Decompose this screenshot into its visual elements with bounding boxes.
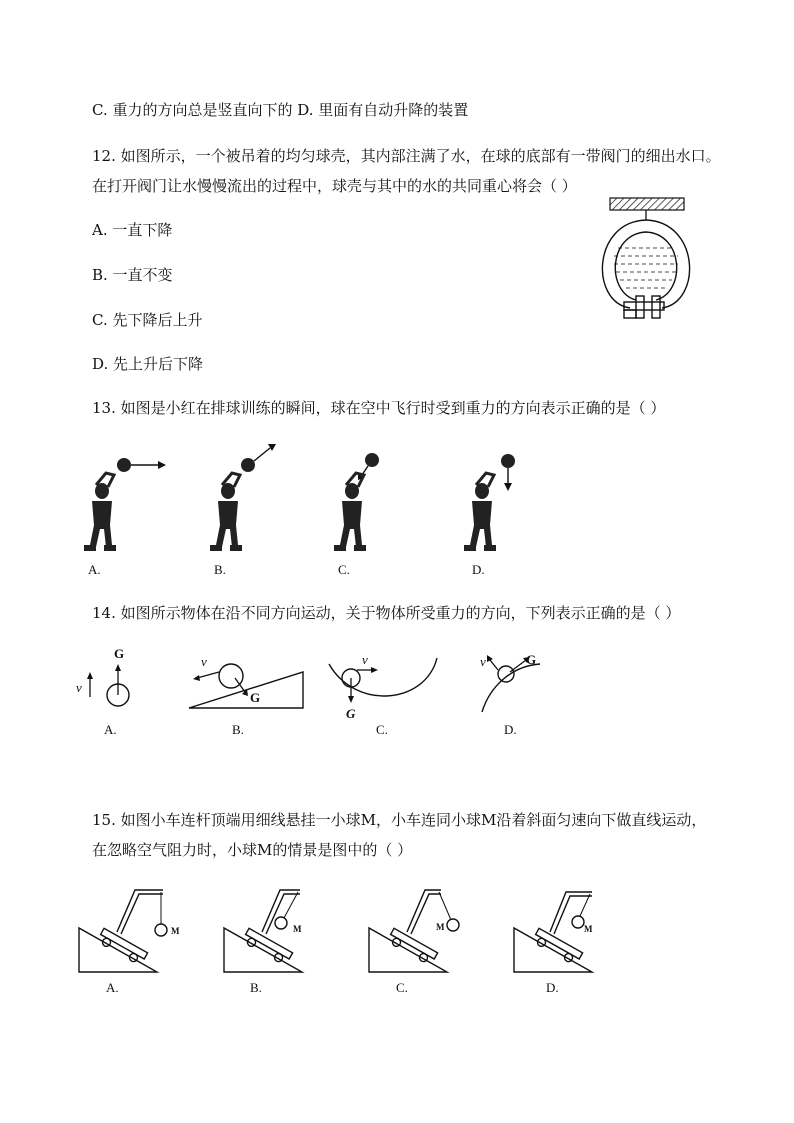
q15-stem-line2: 在忽略空气阻力时，小球M的情景是图中的（ ） bbox=[92, 841, 413, 859]
q11-options-cd: C. 重力的方向总是竖直向下的 D. 里面有自动升降的装置 bbox=[92, 101, 469, 119]
q14-d-v-label: v bbox=[480, 654, 486, 669]
q15-label-a: A. bbox=[106, 980, 119, 995]
q14-label-c: C. bbox=[376, 722, 388, 737]
q12-hanging-sphere-figure bbox=[580, 192, 690, 327]
q13-volleyball-figure-c bbox=[330, 445, 440, 560]
q13-volleyball-figure-a bbox=[78, 445, 188, 560]
q13-volleyball-figure-b bbox=[204, 440, 314, 560]
q15-cart-figure-a bbox=[75, 880, 185, 980]
q12-option-c: C. 先下降后上升 bbox=[92, 311, 203, 329]
q13-stem: 13. 如图是小红在排球训练的瞬间，球在空中飞行时受到重力的方向表示正确的是（ ） bbox=[92, 399, 666, 417]
q12-option-a: A. 一直下降 bbox=[92, 221, 173, 239]
q14-label-b: B. bbox=[232, 722, 244, 737]
q14-b-v-label: v bbox=[201, 654, 207, 669]
q14-d-g-label: G bbox=[526, 652, 537, 667]
q15-stem-line1: 15. 如图小车连杆顶端用细线悬挂一小球M，小车连同小球M沿着斜面匀速向下做直线运动， bbox=[92, 811, 707, 829]
q13-label-d: D. bbox=[472, 562, 485, 577]
q15-d-m-label: M bbox=[584, 924, 593, 934]
q15-cart-figure-d bbox=[510, 880, 620, 980]
q13-label-b: B. bbox=[214, 562, 226, 577]
q14-stem: 14. 如图所示物体在沿不同方向运动，关于物体所受重力的方向，下列表示正确的是（ ） bbox=[92, 604, 681, 622]
q15-label-d: D. bbox=[546, 980, 559, 995]
q14-a-v-label: v bbox=[76, 680, 82, 695]
q12-stem-line2: 在打开阀门让水慢慢流出的过程中，球壳与其中的水的共同重心将会（ ） bbox=[92, 177, 577, 195]
q12-option-b: B. 一直不变 bbox=[92, 266, 173, 284]
q15-cart-figure-c bbox=[365, 880, 475, 980]
q14-label-a: A. bbox=[104, 722, 117, 737]
q15-label-c: C. bbox=[396, 980, 408, 995]
q14-label-d: D. bbox=[504, 722, 517, 737]
q15-c-m-label: M bbox=[436, 922, 445, 932]
q12-option-d: D. 先上升后下降 bbox=[92, 355, 204, 373]
q15-b-m-label: M bbox=[293, 924, 302, 934]
q14-c-v-label: v bbox=[362, 652, 368, 667]
q14-b-g-label: G bbox=[250, 690, 261, 705]
q15-a-m-label: M bbox=[171, 926, 180, 936]
q13-label-c: C. bbox=[338, 562, 350, 577]
q14-figure-a bbox=[70, 645, 150, 715]
q15-label-b: B. bbox=[250, 980, 262, 995]
q12-stem-line1: 12. 如图所示，一个被吊着的均匀球壳，其内部注满了水，在球的底部有一带阀门的细出水口。 bbox=[92, 147, 721, 165]
q13-label-a: A. bbox=[88, 562, 101, 577]
q15-cart-figure-b bbox=[220, 880, 330, 980]
q14-a-g-label: G bbox=[114, 646, 125, 661]
q14-c-g-label: G bbox=[346, 706, 356, 721]
q14-figure-c bbox=[325, 650, 445, 720]
q13-volleyball-figure-d bbox=[458, 445, 568, 560]
